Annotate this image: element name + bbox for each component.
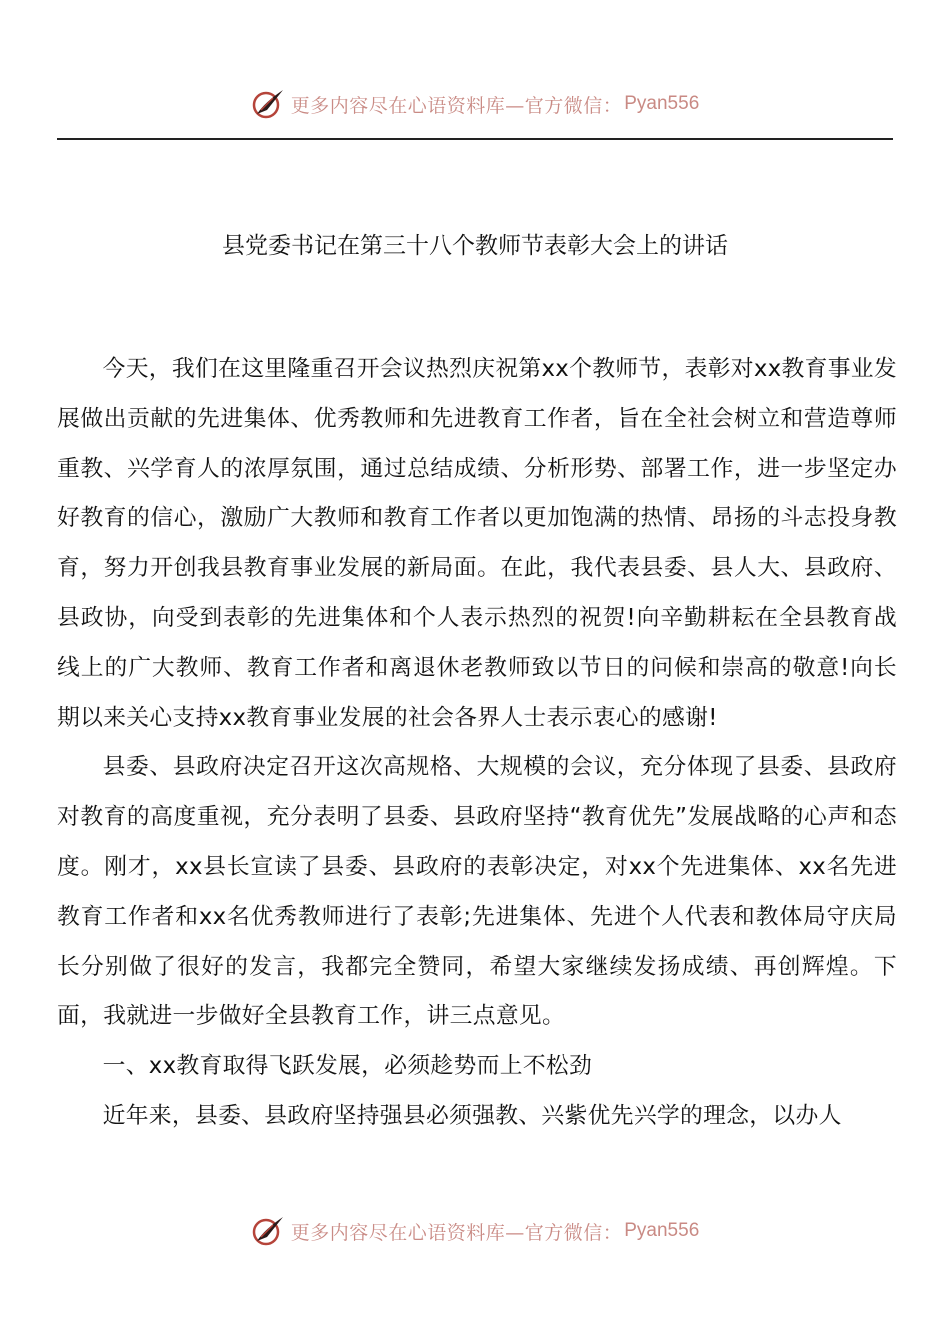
footer-banner-id: Pyan556: [624, 1220, 700, 1241]
document-body: [57, 345, 897, 1142]
quill-logo-icon: [251, 86, 287, 122]
paragraph-2: 县委、县政府决定召开这次高规格、大规模的会议，充分体现了县委、县政府对教育的高度重视，充分表明了县委、县政府坚持“教育优先”发展战略的心声和态度。刚才，xx县长宣读了县委、县政府的表彰决定，对xx个先进集体、xx名先进教育工作者和xx名优秀教师进行了表彰;先进集体、先进个人代表和教体局守庆局长分别做了很好的发言，我都完全赞同，希望大家继续发扬成绩、再创辉煌。下面，我就进一步做好全县教育工作，讲三点意见。: [57, 754, 897, 1030]
footer-banner-text: 更多内容尽在心语资料库—官方微信：: [290, 1221, 623, 1244]
paragraph-1: 今天，我们在这里隆重召开会议热烈庆祝第xx个教师节，表彰对xx教育事业发展做出贡献的先进集体、优秀教师和先进教育工作者，旨在全社会树立和营造尊师重教、兴学育人的浓厚氛围，通过总结成绩、分析形势、部署工作，进一步坚定办好教育的信心，激励广大教师和教育工作者以更加饱满的热情、昂扬的斗志投身教育，努力开创我县教育事业发展的新局面。在此，我代表县委、县人大、县政府、县政协，向受到表彰的先进集体和个人表示热烈的祝贺!向辛勤耕耘在全县教育战线上的广大教师、教育工作者和离退休老教师致以节日的问候和崇高的敬意!向长期以来关心支持xx教育事业发展的社会各界人士表示衷心的感谢!: [57, 356, 897, 731]
header-banner-text: 更多内容尽在心语资料库—官方微信：: [290, 94, 623, 117]
header-banner-id: Pyan556: [624, 93, 700, 114]
section-heading-1: 一、xx教育取得飞跃发展，必须趁势而上不松劲: [102, 1053, 593, 1080]
paragraph-3: 近年来，县委、县政府坚持强县必须强教、兴紫优先兴学的理念，以办人: [102, 1102, 842, 1129]
document-title: 县党委书记在第三十八个教师节表彰大会上的讲话: [222, 233, 728, 259]
header-rule: [57, 138, 893, 140]
footer-banner: [0, 1211, 950, 1251]
quill-logo-icon: [251, 1213, 287, 1249]
header-banner: [0, 84, 950, 124]
